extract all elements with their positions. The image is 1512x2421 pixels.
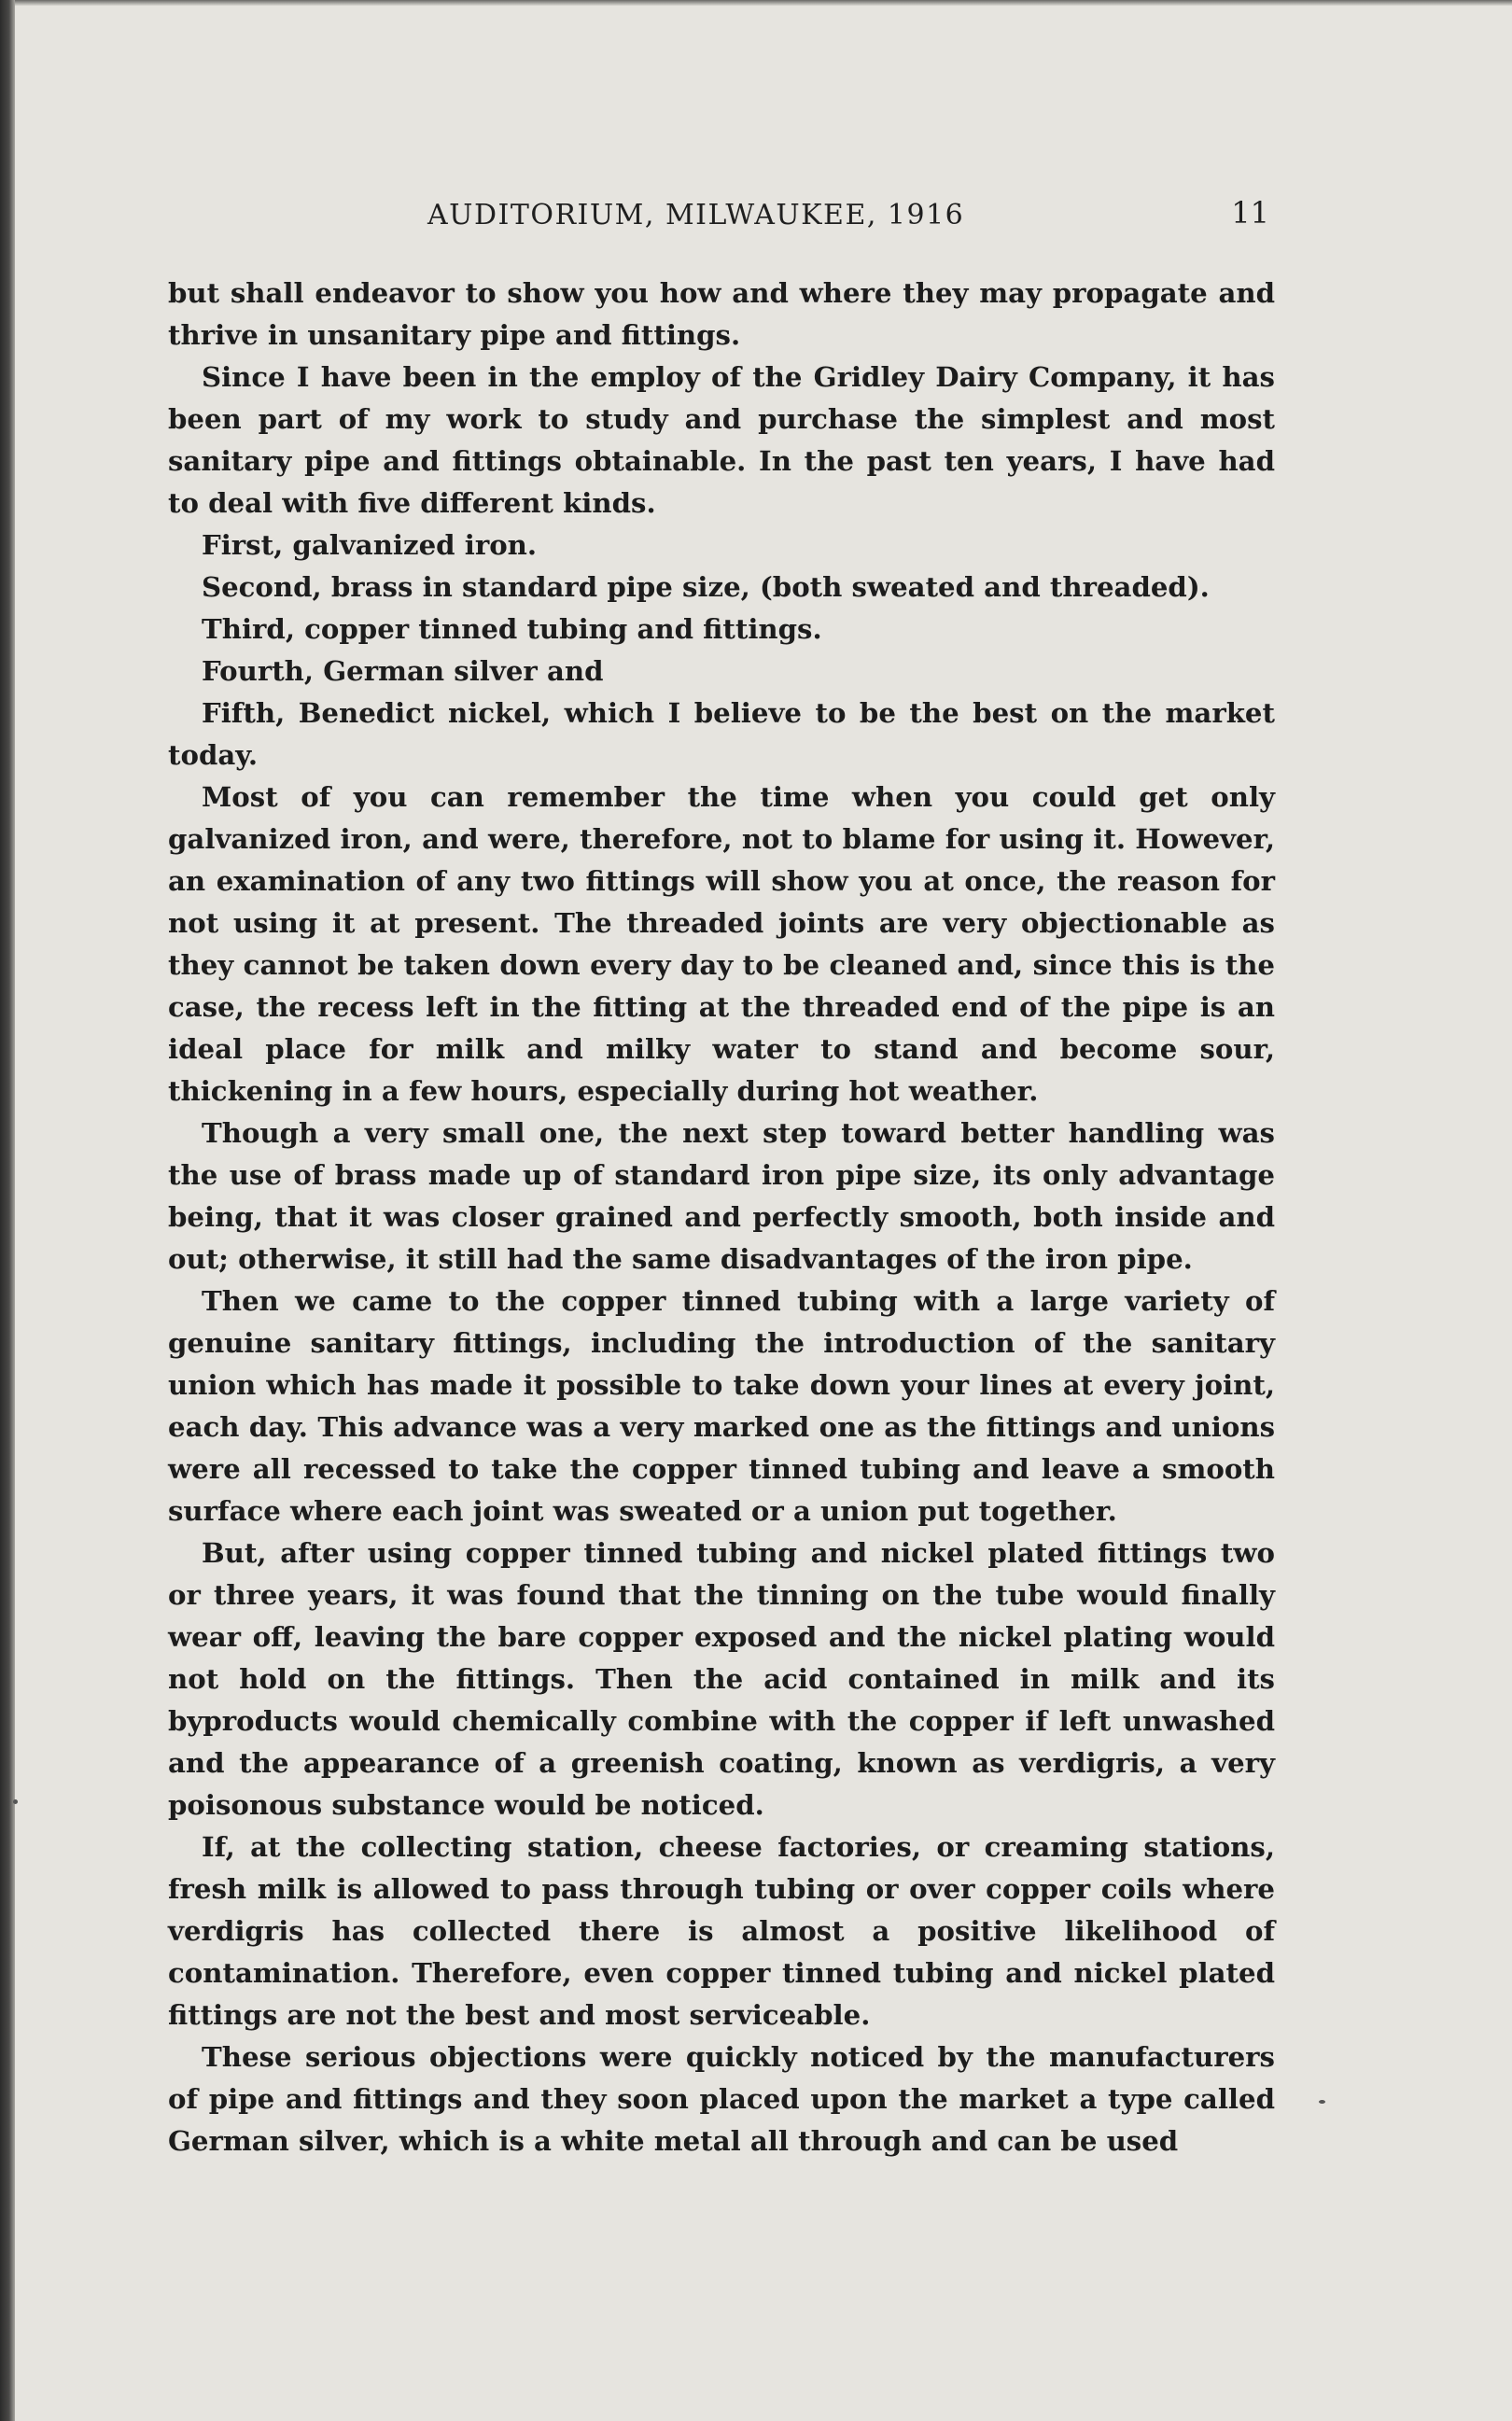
paper-speck xyxy=(1319,2100,1325,2104)
paragraph-verdigris: But, after using copper tinned tubing and nickel plated fittings two or three years, it was found that the tinning on the tube would finally wear off, leaving the bare copper exposed and the nickel plating would not hold on the fittings. Then the acid contained in milk and its byproducts would chemically combine with the copper if left unwashed and the appearance of a greenish coating, known as verdigris, a very poisonous substance would be noticed. xyxy=(168,1537,1275,1821)
paragraph-copper-tinned: Then we came to the copper tinned tubing with a large variety of genuine sanitary fittings, including the introduction of the sanitary union which has made it possible to take down your lines at every joint, each day. This advance was a very marked one as the fittings and unions were all recessed to take the copper tinned tubing and leave a smooth surface where each joint was sweated or a union put together. xyxy=(168,1285,1275,1527)
list-item-second: Second, brass in standard pipe size, (both sweated and threaded). xyxy=(202,571,1210,603)
running-title: AUDITORIUM, MILWAUKEE, 1916 xyxy=(427,199,965,231)
page-number: 11 xyxy=(1231,195,1269,231)
body-text xyxy=(168,273,1275,2162)
list-item-fifth: Fifth, Benedict nickel, which I believe to be the best on the market today. xyxy=(168,697,1275,771)
list-item-third: Third, copper tinned tubing and fittings. xyxy=(202,613,822,645)
list-item-first: First, galvanized iron. xyxy=(202,529,538,561)
page-top-edge xyxy=(0,0,1512,6)
paragraph-brass: Though a very small one, the next step toward better handling was the use of brass made up of standard iron pipe size, its only advantage being, that it was closer grained and perfectly smooth, both inside and out; otherwise, it still had the same disadvantages of the iron pipe. xyxy=(168,1117,1275,1275)
page-binding-edge xyxy=(0,0,15,2421)
paper-speck xyxy=(13,1799,18,1804)
list-item-fourth: Fourth, German silver and xyxy=(202,655,604,687)
paragraph-galvanized-iron: Most of you can remember the time when you could get only galvanized iron, and were, therefore, not to blame for using it. However, an examination of any two fittings will show you at once, the reason for not using it at present. The threaded joints are very objectionable as they cannot be taken down every day to be cleaned and, since this is the case, the recess left in the fitting at the threaded end of the pipe is an ideal place for milk and milky water to stand and become sour, thickening in a few hours, especially during hot weather. xyxy=(168,781,1275,1107)
running-head xyxy=(168,191,1269,234)
paragraph-german-silver: These serious objections were quickly noticed by the manufacturers of pipe and fittings and they soon placed upon the market a type called German silver, which is a white metal all through and can be used xyxy=(168,2041,1275,2157)
paragraph-contamination: If, at the collecting station, cheese factories, or creaming stations, fresh milk is allowed to pass through tubing or over copper coils where verdigris has collected there is almost a positive likelihood of contamination. Therefore, even copper tinned tubing and nickel plated fittings are not the best and most serviceable. xyxy=(168,1831,1275,2031)
paragraph-2: Since I have been in the employ of the Gridley Dairy Company, it has been part of my work to study and purchase the simplest and most sanitary pipe and fittings obtainable. In the past ten years, I have had to deal with five different kinds. xyxy=(168,361,1275,519)
paragraph-1: but shall endeavor to show you how and where they may propagate and thrive in unsanitary pipe and fittings. xyxy=(168,277,1275,351)
